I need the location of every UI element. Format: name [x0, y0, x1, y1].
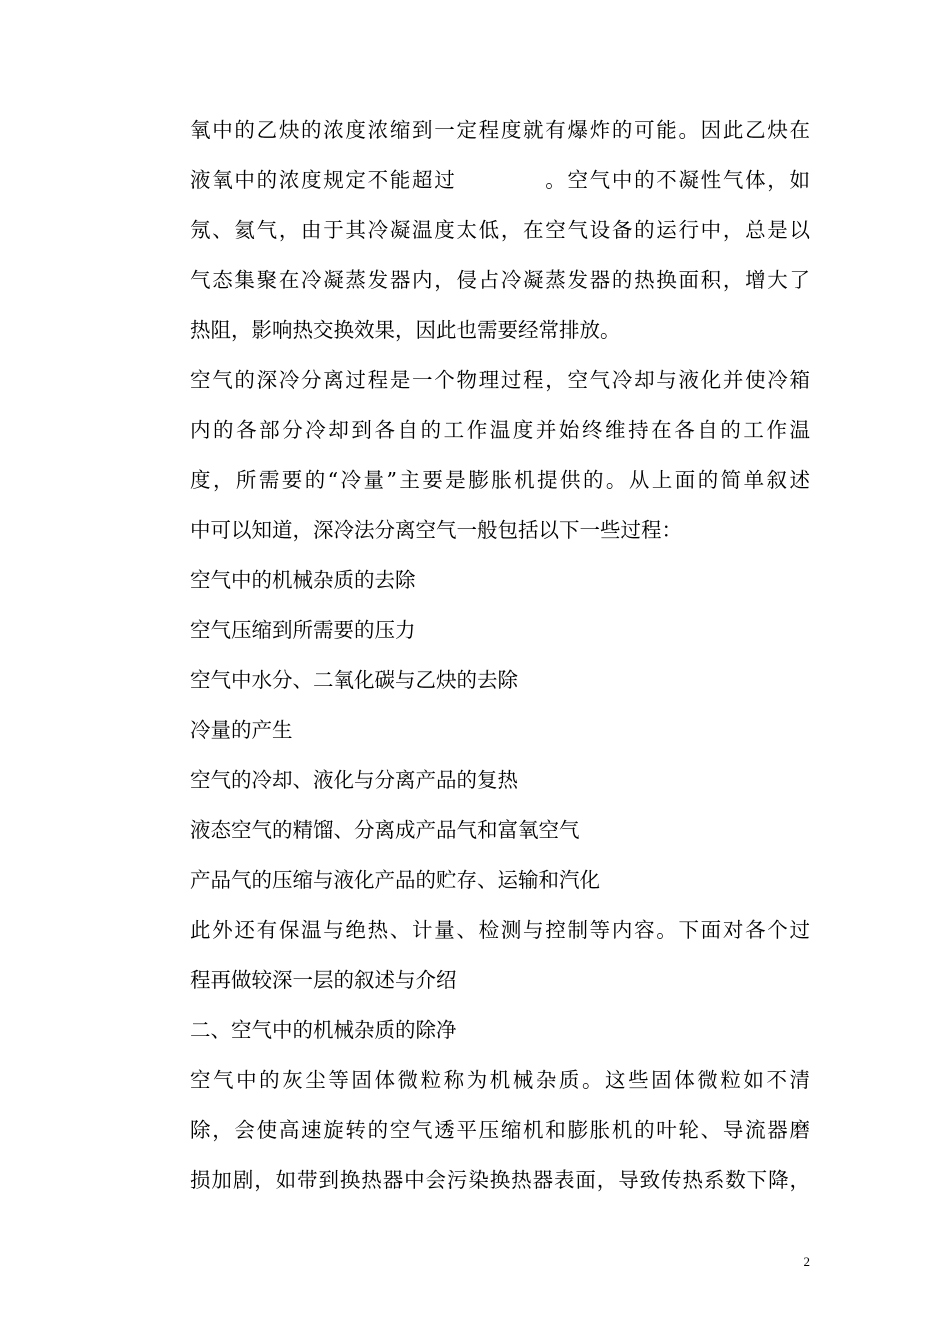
- section-heading: 二、空气中的机械杂质的除净: [190, 1018, 457, 1042]
- list-item: 空气压缩到所需要的压力: [190, 618, 416, 642]
- text-line: 热阻，影响热交换效果，因此也需要经常排放。: [190, 318, 621, 342]
- text-line: 空气中的灰尘等固体微粒称为机械杂质。这些固体微粒如不清: [190, 1068, 810, 1092]
- text-line: 此外还有保温与绝热、计量、检测与控制等内容。下面对各个过: [190, 918, 810, 942]
- text-line: 除，会使高速旋转的空气透平压缩机和膨胀机的叶轮、导流器磨: [190, 1118, 810, 1142]
- text-line: 气态集聚在冷凝蒸发器内，侵占冷凝蒸发器的热换面积，增大了: [190, 268, 810, 292]
- text-line: 内的各部分冷却到各自的工作温度并始终维持在各自的工作温: [190, 418, 810, 442]
- text-line: 液氧中的浓度规定不能超过 。空气中的不凝性气体，如: [190, 168, 810, 192]
- list-item: 空气中的机械杂质的去除: [190, 568, 416, 592]
- text-line: 中可以知道，深冷法分离空气一般包括以下一些过程：: [190, 518, 682, 542]
- page-number: 2: [803, 1254, 810, 1269]
- list-item: 液态空气的精馏、分离成产品气和富氧空气: [190, 818, 580, 842]
- text-line: 损加剧，如带到换热器中会污染换热器表面，导致传热系数下降，: [190, 1168, 810, 1192]
- text-line: 度，所需要的“冷量”主要是膨胀机提供的。从上面的简单叙述: [190, 468, 810, 492]
- document-body: [190, 105, 810, 1205]
- text-line: 氧中的乙炔的浓度浓缩到一定程度就有爆炸的可能。因此乙炔在: [190, 118, 810, 142]
- text-line: 程再做较深一层的叙述与介绍: [190, 968, 457, 992]
- list-item: 产品气的压缩与液化产品的贮存、运输和汽化: [190, 868, 600, 892]
- list-item: 冷量的产生: [190, 718, 293, 742]
- list-item: 空气中水分、二氧化碳与乙炔的去除: [190, 668, 518, 692]
- text-line: 氖、氦气，由于其冷凝温度太低，在空气设备的运行中，总是以: [190, 218, 810, 242]
- list-item: 空气的冷却、液化与分离产品的复热: [190, 768, 518, 792]
- text-line: 空气的深冷分离过程是一个物理过程，空气冷却与液化并使冷箱: [190, 368, 810, 392]
